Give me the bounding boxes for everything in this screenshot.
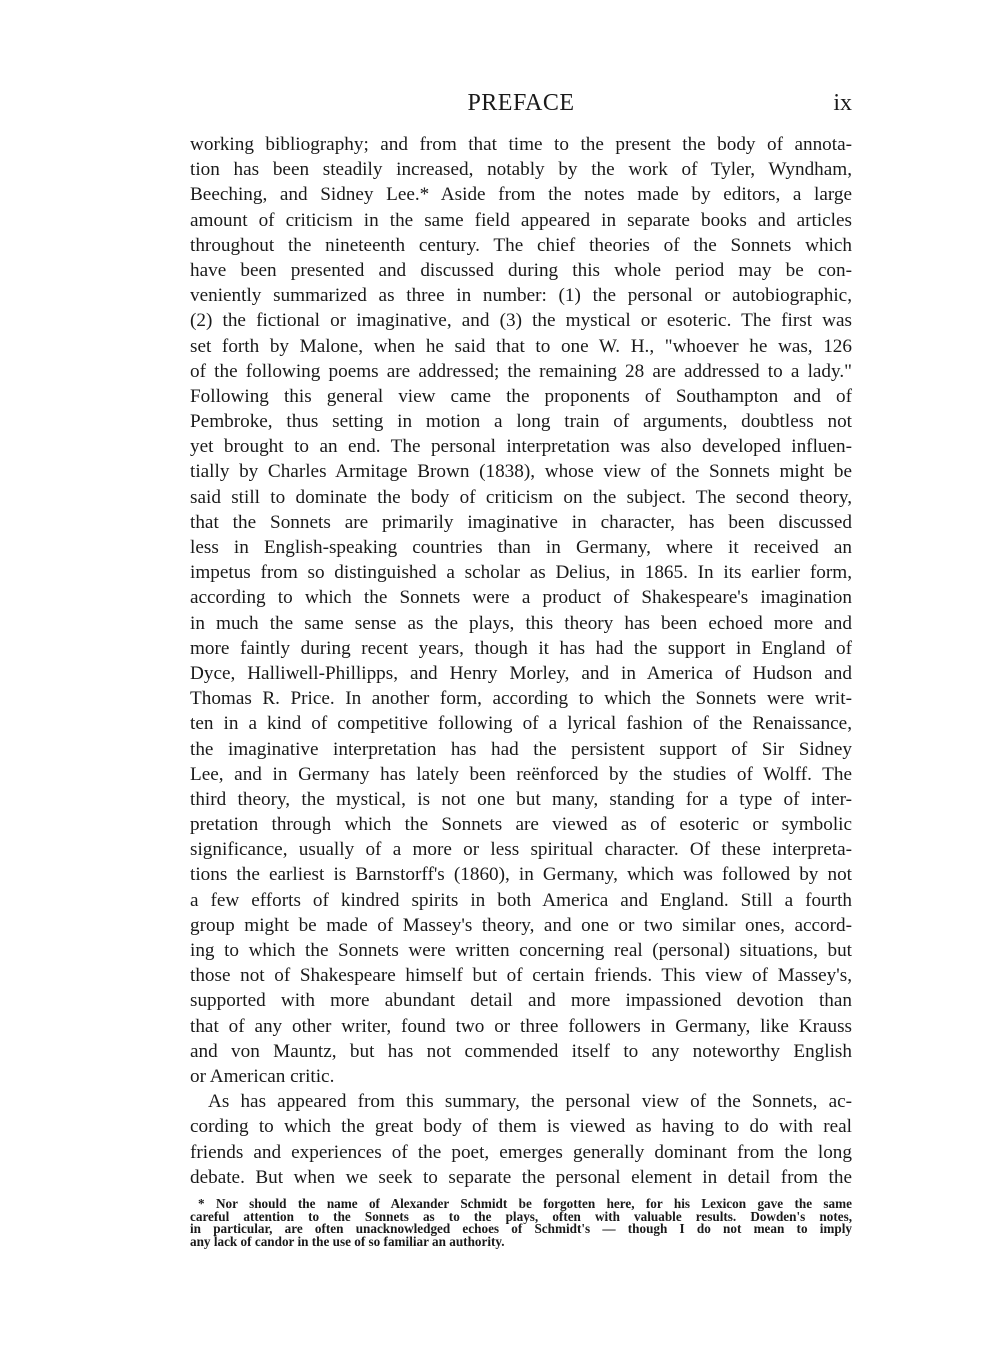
text-line: Pembroke, thus setting in motion a long train of arguments, doubtless not [190, 411, 852, 433]
text-line: set forth by Malone, when he said that to one W. H., "whoever he was, 126 [190, 335, 852, 357]
text-line: more faintly during recent years, though it has had the support in England of [190, 637, 852, 659]
text-line: As has appeared from this summary, the personal view of the Sonnets, ac- [208, 1091, 852, 1113]
footnote [190, 1198, 852, 1248]
text-line: tions the earliest is Barnstorff's (1860), in Germany, which was followed by not [190, 864, 852, 886]
text-line: third theory, the mystical, is not one but many, standing for a type of inter- [190, 788, 852, 810]
text-line: the imaginative interpretation has had the persistent support of Sir Sidney [190, 738, 852, 760]
text-line: have been presented and discussed during this whole period may be con- [190, 259, 852, 281]
text-line: pretation through which the Sonnets are viewed as of esoteric or symbolic [190, 814, 852, 836]
text-line: Beeching, and Sidney Lee.* Aside from the notes made by editors, a large [190, 184, 852, 206]
text-line: ing to which the Sonnets were written concerning real (personal) situations, but [190, 940, 852, 961]
text-line: said still to dominate the body of criticism on the subject. The second theory, [190, 486, 852, 508]
text-line: that the Sonnets are primarily imaginative in character, has been discussed [190, 511, 852, 533]
text-line: tially by Charles Armitage Brown (1838), whose view of the Sonnets might be [190, 461, 852, 483]
text-line: (2) the fictional or imaginative, and (3) the mystical or esoteric. The first was [190, 310, 852, 332]
text-line: supported with more abundant detail and more impassioned devotion than [190, 990, 852, 1012]
text-line: cording to which the great body of them is viewed as having to do with real [190, 1116, 852, 1138]
text-line: group might be made of Massey's theory, and one or two similar ones, accord- [190, 914, 852, 936]
text-line: Dyce, Halliwell-Phillipps, and Henry Morley, and in America of Hudson and [190, 662, 852, 684]
text-line: or American critic. [190, 1065, 335, 1087]
text-line: of the following poems are addressed; the remaining 28 are addressed to a lady." [190, 360, 852, 382]
body-text [190, 132, 852, 1190]
text-line: Lee, and in Germany has lately been reënforced by the studies of Wolff. The [190, 763, 852, 785]
text-line: throughout the nineteenth century. The chief theories of the Sonnets which [190, 234, 852, 256]
text-line: in much the same sense as the plays, this theory has been echoed more and [190, 612, 852, 634]
text-line: ten in a kind of competitive following of a lyrical fashion of the Renaissance, [190, 713, 852, 735]
text-line: that of any other writer, found two or three followers in Germany, like Krauss [190, 1015, 852, 1037]
footnote-line: any lack of candor in the use of so familiar an authority. [190, 1233, 505, 1249]
text-line: significance, usually of a more or less spiritual character. Of these interpreta- [190, 839, 852, 861]
footnote-line: careful attention to the Sonnets as to the plays, often with valuable results. Dowden's notes, [190, 1208, 852, 1224]
footnote-line: * Nor should the name of Alexander Schmidt be forgotten here, for his Lexicon gave the same [198, 1196, 852, 1211]
text-line: less in English-speaking countries than in Germany, where it received an [190, 537, 852, 558]
text-line: veniently summarized as three in number: (1) the personal or autobiographic, [190, 285, 852, 307]
text-line: tion has been steadily increased, notably by the work of Tyler, Wyndham, [190, 159, 852, 181]
text-line: Thomas R. Price. In another form, according to which the Sonnets were writ- [190, 688, 852, 710]
text-line: friends and experiences of the poet, emerges generally dominant from the long [190, 1141, 852, 1163]
text-line: those not of Shakespeare himself but of certain friends. This view of Massey's, [190, 965, 852, 987]
text-line: Following this general view came the proponents of Southampton and of [190, 385, 852, 407]
text-line: working bibliography; and from that time to the present the body of annota- [190, 134, 852, 155]
text-line: according to which the Sonnets were a product of Shakespeare's imagination [190, 587, 852, 609]
text-line: a few efforts of kindred spirits in both America and England. Still a fourth [190, 889, 852, 911]
text-line: and von Mauntz, but has not commended itself to any noteworthy English [190, 1040, 852, 1062]
page-title: PREFACE [467, 90, 575, 116]
text-line: debate. But when we seek to separate the personal element in detail from the [190, 1166, 852, 1188]
text-line: impetus from so distinguished a scholar as Delius, in 1865. In its earlier form, [190, 562, 852, 584]
footnote-line: in particular, are often unacknowledged echoes of Schmidt's — though I do not mean to imply [190, 1221, 852, 1237]
page-number: ix [833, 90, 852, 116]
running-header [190, 90, 852, 122]
text-line: amount of criticism in the same field appeared in separate books and articles [190, 209, 852, 231]
text-line: yet brought to an end. The personal interpretation was also developed influen- [190, 436, 852, 458]
